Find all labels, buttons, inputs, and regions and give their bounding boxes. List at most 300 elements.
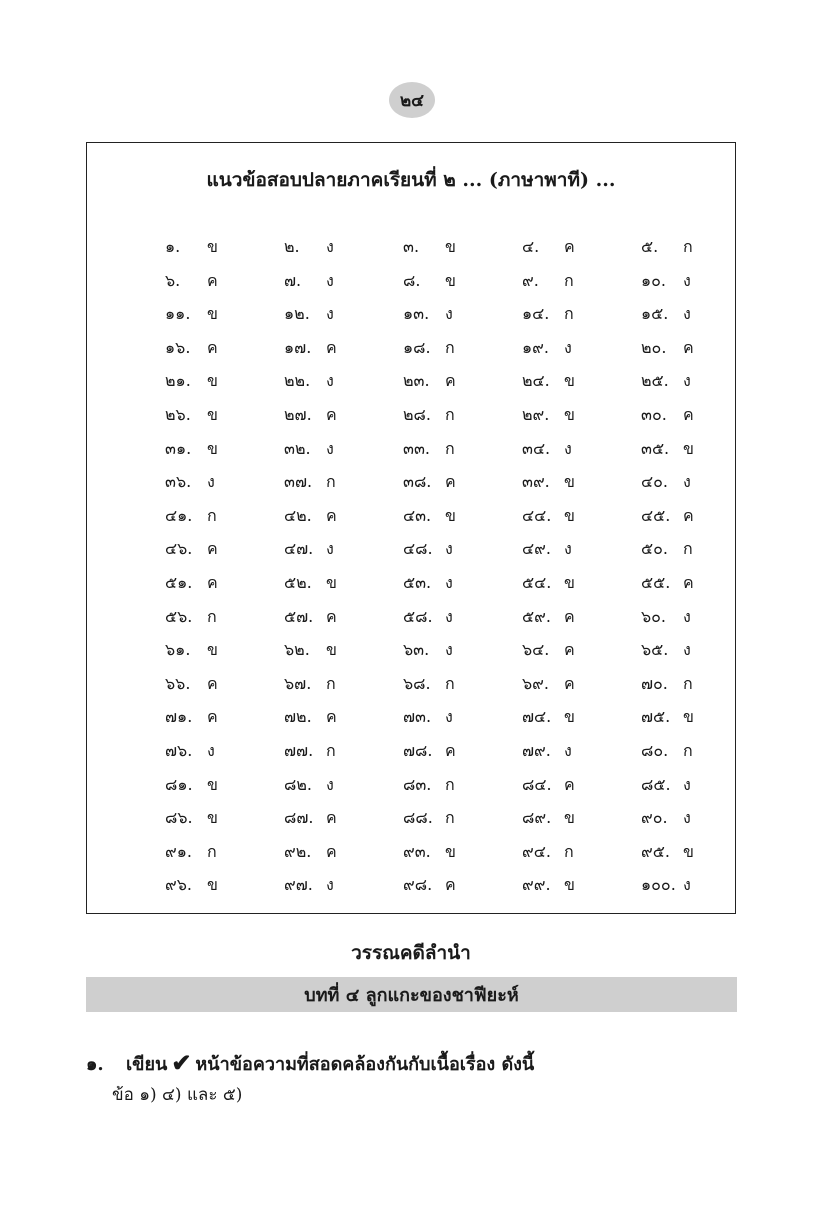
answer-grid (165, 235, 725, 907)
answer-number: ๒๙. (522, 404, 550, 424)
answer-number: ๒๖. (165, 404, 191, 424)
answer-item (165, 571, 284, 605)
answer-item (522, 537, 641, 571)
answer-number: ๘๐. (641, 740, 669, 760)
answer-item (641, 605, 760, 639)
answer-item (403, 369, 522, 403)
answer-number: ๒๓. (403, 371, 430, 391)
answer-item (403, 437, 522, 471)
answer-choice: ค (445, 472, 456, 492)
answer-item (284, 705, 403, 739)
answer-number: ๙๑. (165, 841, 192, 861)
answer-item (284, 437, 403, 471)
answer-item (403, 504, 522, 538)
answer-item (403, 470, 522, 504)
answer-item (641, 302, 760, 336)
answer-choice: ง (326, 774, 334, 794)
answer-choice: ค (683, 505, 694, 525)
answer-number: ๕๒. (284, 572, 312, 592)
answer-item (284, 235, 403, 269)
answer-number: ๔๘. (403, 539, 433, 559)
answer-item (641, 269, 760, 303)
answer-number: ๑๑. (165, 304, 191, 324)
answer-number: ๔๒. (284, 505, 312, 525)
answer-item (165, 638, 284, 672)
answer-item (165, 336, 284, 370)
answer-item (641, 403, 760, 437)
chapter-title: บทที่ ๔ ลูกแกะของชาฟียะห์ (304, 985, 519, 1006)
answer-item (284, 403, 403, 437)
answer-choice: ก (445, 438, 455, 458)
answer-item (522, 705, 641, 739)
answer-item (403, 235, 522, 269)
answer-choice: ก (207, 841, 217, 861)
answer-choice: ง (683, 808, 691, 828)
answer-item (165, 705, 284, 739)
answer-item (522, 302, 641, 336)
answer-number: ๑๙. (522, 337, 549, 357)
answer-number: ๔๓. (403, 505, 432, 525)
answer-choice: ข (445, 237, 456, 256)
answer-number: ๑๖. (165, 337, 191, 357)
answer-choice: ค (326, 606, 337, 626)
answer-choice: ก (445, 673, 455, 693)
answer-number: ๓๘. (403, 472, 432, 492)
answer-number: ๙๘. (403, 875, 433, 895)
answer-item (403, 403, 522, 437)
answer-item (522, 739, 641, 773)
answer-number: ๗๙. (522, 740, 551, 760)
answer-choice: ข (564, 371, 575, 391)
answer-item (284, 739, 403, 773)
question-number: ๑. (86, 1053, 104, 1075)
answer-number: ๘๖. (165, 808, 193, 828)
answer-number: ๒. (284, 237, 300, 256)
answer-item (403, 336, 522, 370)
answer-choice: ข (445, 270, 456, 290)
answer-choice: ค (683, 572, 694, 592)
answer-choice: ง (564, 740, 572, 760)
answer-number: ๖. (165, 270, 181, 290)
answer-item (165, 437, 284, 471)
answer-number: ๒๑. (165, 371, 191, 391)
answer-key-box (86, 142, 736, 914)
page-number: ๒๔ (389, 82, 435, 118)
answer-number: ๘๑. (165, 774, 193, 794)
answer-choice: ข (564, 472, 575, 492)
answer-number: ๑๒. (284, 304, 310, 324)
answer-item (284, 806, 403, 840)
answer-choice: ง (683, 774, 691, 794)
answer-item (165, 773, 284, 807)
answer-choice: ค (564, 673, 575, 693)
answer-choice: ข (207, 438, 218, 458)
answer-choice: ง (207, 472, 215, 492)
answer-choice: ง (564, 337, 572, 357)
answer-item (165, 873, 284, 907)
answer-item (403, 269, 522, 303)
answer-number: ๒๒. (284, 371, 311, 391)
answer-choice: ก (207, 505, 217, 525)
answer-item (165, 605, 284, 639)
answer-number: ๔๖. (165, 539, 193, 559)
answer-choice: ง (445, 304, 453, 324)
answer-item (284, 369, 403, 403)
answer-choice: ง (683, 875, 691, 895)
answer-item (522, 403, 641, 437)
answer-number: ๙๖. (165, 875, 192, 895)
answer-item (641, 504, 760, 538)
answer-item (522, 437, 641, 471)
answer-item (284, 269, 403, 303)
answer-choice: ง (445, 539, 453, 559)
answer-choice: ค (326, 707, 337, 727)
answer-choice: ข (207, 304, 218, 324)
answer-choice: ค (445, 740, 456, 760)
answer-choice: ค (326, 337, 337, 357)
answer-number: ๘๘. (403, 808, 433, 828)
answer-item (165, 235, 284, 269)
answer-choice: ค (207, 539, 218, 559)
answer-choice: ข (564, 572, 575, 592)
answer-item (641, 235, 760, 269)
answer-item (403, 873, 522, 907)
answer-choice: ก (445, 808, 455, 828)
answer-number: ๔๑. (165, 505, 193, 525)
answer-item (284, 470, 403, 504)
answer-choice: ข (207, 875, 218, 895)
answer-item (165, 806, 284, 840)
answer-item (284, 302, 403, 336)
answer-choice: ก (564, 304, 574, 324)
answer-number: ๓๑. (165, 438, 192, 458)
answer-number: ๕๓. (403, 572, 432, 592)
answer-number: ๕๗. (284, 606, 314, 626)
answer-number: ๙๗. (284, 875, 313, 895)
answer-choice: ง (326, 438, 334, 458)
answer-number: ๓๕. (641, 438, 670, 458)
answer-choice: ค (445, 875, 456, 895)
answer-choice: ก (326, 472, 336, 492)
answer-number: ๕. (641, 237, 659, 256)
answer-item (165, 504, 284, 538)
answer-item (641, 638, 760, 672)
answer-number: ๑๘. (403, 337, 431, 357)
answer-number: ๗๐. (641, 673, 668, 693)
answer-item (165, 269, 284, 303)
answer-item (165, 302, 284, 336)
answer-choice: ค (445, 371, 456, 391)
answer-item (522, 470, 641, 504)
answer-choice: ค (326, 841, 337, 861)
question-prefix: เขียน (126, 1053, 168, 1075)
answer-number: ๖๑. (165, 640, 191, 660)
section-heading: วรรณคดีลำนำ (351, 942, 471, 964)
answer-choice: ข (564, 505, 575, 525)
answer-item (641, 571, 760, 605)
answer-choice: ง (564, 539, 572, 559)
answer-number: ๓๖. (165, 472, 192, 492)
answer-choice: ข (564, 808, 575, 828)
answer-choice: ข (207, 808, 218, 828)
answer-choice: ง (326, 270, 334, 290)
answer-number: ๓๙. (522, 472, 550, 492)
answer-number: ๘๕. (641, 774, 671, 794)
answer-choice: ง (326, 875, 334, 895)
answer-item (284, 638, 403, 672)
answer-choice: ง (326, 237, 334, 256)
answer-choice: ก (326, 740, 336, 760)
answer-choice: ข (207, 371, 218, 391)
answer-item (522, 873, 641, 907)
answer-number: ๑๓. (403, 304, 430, 324)
answer-number: ๓๗. (284, 472, 313, 492)
answer-item (284, 873, 403, 907)
answer-item (403, 739, 522, 773)
answer-item (403, 773, 522, 807)
answer-number: ๑. (165, 237, 181, 256)
answer-choice: ง (445, 572, 453, 592)
question-text: หน้าข้อความที่สอดคล้องกันกับเนื้อเรื่อง ดังนี้ (195, 1053, 535, 1075)
answer-choice: ก (683, 740, 693, 760)
answer-choice: ข (445, 505, 456, 525)
answer-item (522, 773, 641, 807)
answer-choice: ข (564, 875, 575, 895)
answer-number: ๑๕. (641, 304, 669, 324)
answer-item (165, 470, 284, 504)
answer-number: ๒๗. (284, 404, 312, 424)
answer-choice: ค (326, 505, 337, 525)
answer-item (284, 336, 403, 370)
answer-choice: ข (683, 841, 694, 861)
answer-item (284, 537, 403, 571)
answer-item (284, 504, 403, 538)
answer-item (403, 605, 522, 639)
answer-number: ๗๑. (165, 707, 193, 727)
answer-choice: ข (564, 404, 575, 424)
answer-number: ๓๓. (403, 438, 430, 458)
answer-item (641, 437, 760, 471)
answer-choice: ข (683, 438, 694, 458)
answer-item (522, 504, 641, 538)
answer-number: ๒๔. (522, 371, 550, 391)
answer-choice: ก (564, 841, 574, 861)
answer-number: ๘๙. (522, 808, 552, 828)
answer-number: ๕๖. (165, 606, 193, 626)
answer-choice: ง (445, 640, 453, 660)
answer-number: ๑๐๐. (641, 875, 676, 895)
answer-item (165, 739, 284, 773)
answer-item (641, 705, 760, 739)
answer-item (403, 705, 522, 739)
answer-choice: ก (683, 539, 693, 559)
answer-item (403, 840, 522, 874)
answer-item (403, 806, 522, 840)
answer-choice: ง (326, 304, 334, 324)
answer-choice: ง (326, 371, 334, 391)
answer-item (641, 336, 760, 370)
answer-number: ๙๓. (403, 841, 431, 861)
answer-choice: ง (683, 371, 691, 391)
answer-item (284, 605, 403, 639)
answer-choice: ก (326, 673, 336, 693)
answer-number: ๗๕. (641, 707, 671, 727)
answer-choice: ข (564, 707, 575, 727)
answer-number: ๘๗. (284, 808, 314, 828)
answer-choice: ง (564, 438, 572, 458)
chapter-title-bar (86, 977, 737, 1012)
answer-number: ๗๗. (284, 740, 314, 760)
answer-choice: ง (445, 606, 453, 626)
answer-item (522, 269, 641, 303)
answer-choice: ง (445, 707, 453, 727)
answer-number: ๕๘. (403, 606, 433, 626)
answer-number: ๖๖. (165, 673, 191, 693)
answer-item (403, 537, 522, 571)
answer-number: ๓. (403, 237, 420, 256)
answer-choice: ก (445, 404, 455, 424)
answer-item (522, 235, 641, 269)
answer-choice: ค (564, 606, 575, 626)
answer-number: ๖๐. (641, 606, 667, 626)
answer-choice: ก (445, 337, 455, 357)
answer-number: ๙๕. (641, 841, 670, 861)
answer-item (403, 672, 522, 706)
answer-choice: ค (326, 404, 337, 424)
answer-item (522, 336, 641, 370)
answer-choice: ก (207, 606, 217, 626)
answer-choice: ข (207, 237, 218, 256)
check-mark-icon: ✔ (171, 1048, 192, 1077)
answer-item (522, 369, 641, 403)
answer-number: ๘๓. (403, 774, 432, 794)
answer-choice: ข (445, 841, 456, 861)
answer-choice: ค (683, 337, 694, 357)
answer-item (641, 806, 760, 840)
answer-number: ๖๘. (403, 673, 431, 693)
answer-number: ๘. (403, 270, 421, 290)
answer-choice: ก (683, 237, 693, 256)
answer-number: ๗๘. (403, 740, 433, 760)
answer-number: ๕๙. (522, 606, 551, 626)
answer-number: ๕๑. (165, 572, 193, 592)
answer-item (522, 605, 641, 639)
answer-choice: ค (564, 774, 575, 794)
answer-item (165, 403, 284, 437)
answer-item (403, 571, 522, 605)
answer-item (165, 672, 284, 706)
answer-choice: ง (326, 539, 334, 559)
answer-item (522, 672, 641, 706)
answer-choice: ก (445, 774, 455, 794)
answer-item (641, 537, 760, 571)
answer-number: ๘๔. (522, 774, 552, 794)
answer-number: ๒๘. (403, 404, 431, 424)
answer-choice: ข (326, 640, 337, 660)
answer-item (403, 302, 522, 336)
answer-number: ๗๖. (165, 740, 193, 760)
answer-choice: ค (207, 572, 218, 592)
answer-number: ๖๒. (284, 640, 310, 660)
answer-choice: ง (683, 472, 691, 492)
answer-choice: ง (207, 740, 215, 760)
answer-number: ๖๗. (284, 673, 312, 693)
answer-number: ๑๔. (522, 304, 550, 324)
answer-item (165, 840, 284, 874)
answer-choice: ค (564, 640, 575, 660)
answer-item (284, 773, 403, 807)
answer-number: ๙. (522, 270, 539, 290)
answer-choice: ง (683, 304, 691, 324)
question-block (86, 1046, 736, 1110)
answer-choice: ค (564, 237, 575, 256)
answer-item (522, 571, 641, 605)
answer-number: ๙๙. (522, 875, 551, 895)
answer-number: ๓๐. (641, 404, 667, 424)
answer-number: ๕๕. (641, 572, 671, 592)
answer-number: ๗๒. (284, 707, 312, 727)
answer-number: ๔๙. (522, 539, 551, 559)
answer-item (641, 672, 760, 706)
answer-number: ๒๐. (641, 337, 667, 357)
answer-item (284, 571, 403, 605)
answer-number: ๔๗. (284, 539, 314, 559)
answer-item (522, 840, 641, 874)
answer-choice: ค (207, 270, 218, 290)
answer-item (522, 806, 641, 840)
answer-number: ๗๓. (403, 707, 432, 727)
answer-choice: ค (207, 673, 218, 693)
answer-number: ๓๔. (522, 438, 551, 458)
answer-choice: ค (207, 337, 218, 357)
answer-choice: ข (207, 404, 218, 424)
answer-item (641, 369, 760, 403)
answer-item (284, 840, 403, 874)
answer-choice: ค (207, 707, 218, 727)
answer-choice: ข (683, 707, 694, 727)
answer-choice: ง (683, 270, 691, 290)
question-line (86, 1046, 736, 1080)
answer-number: ๗. (284, 270, 302, 290)
answer-number: ๘๒. (284, 774, 312, 794)
answer-number: ๔๔. (522, 505, 552, 525)
answer-item (165, 537, 284, 571)
answer-item (641, 739, 760, 773)
answer-choice: ข (326, 572, 337, 592)
answer-number: ๖๕. (641, 640, 669, 660)
answer-number: ๒๕. (641, 371, 669, 391)
answer-number: ๔๕. (641, 505, 671, 525)
answer-choice: ค (683, 404, 694, 424)
answer-key-title: แนวข้อสอบปลายภาคเรียนที่ ๒ ... (ภาษาพาที) ... (206, 169, 616, 191)
answer-item (165, 369, 284, 403)
answer-choice: ก (683, 673, 693, 693)
answer-number: ๗๔. (522, 707, 552, 727)
answer-number: ๖๓. (403, 640, 430, 660)
answer-choice: ค (326, 808, 337, 828)
question-answer: ข้อ ๑) ๔) และ ๕) (112, 1085, 243, 1105)
answer-number: ๖๔. (522, 640, 550, 660)
answer-item (641, 773, 760, 807)
answer-choice: ก (564, 270, 574, 290)
answer-item (403, 638, 522, 672)
answer-choice: ง (683, 640, 691, 660)
answer-number: ๑๗. (284, 337, 312, 357)
answer-item (641, 470, 760, 504)
answer-number: ๕๐. (641, 539, 668, 559)
answer-number: ๔. (522, 237, 540, 256)
answer-item (641, 873, 760, 907)
